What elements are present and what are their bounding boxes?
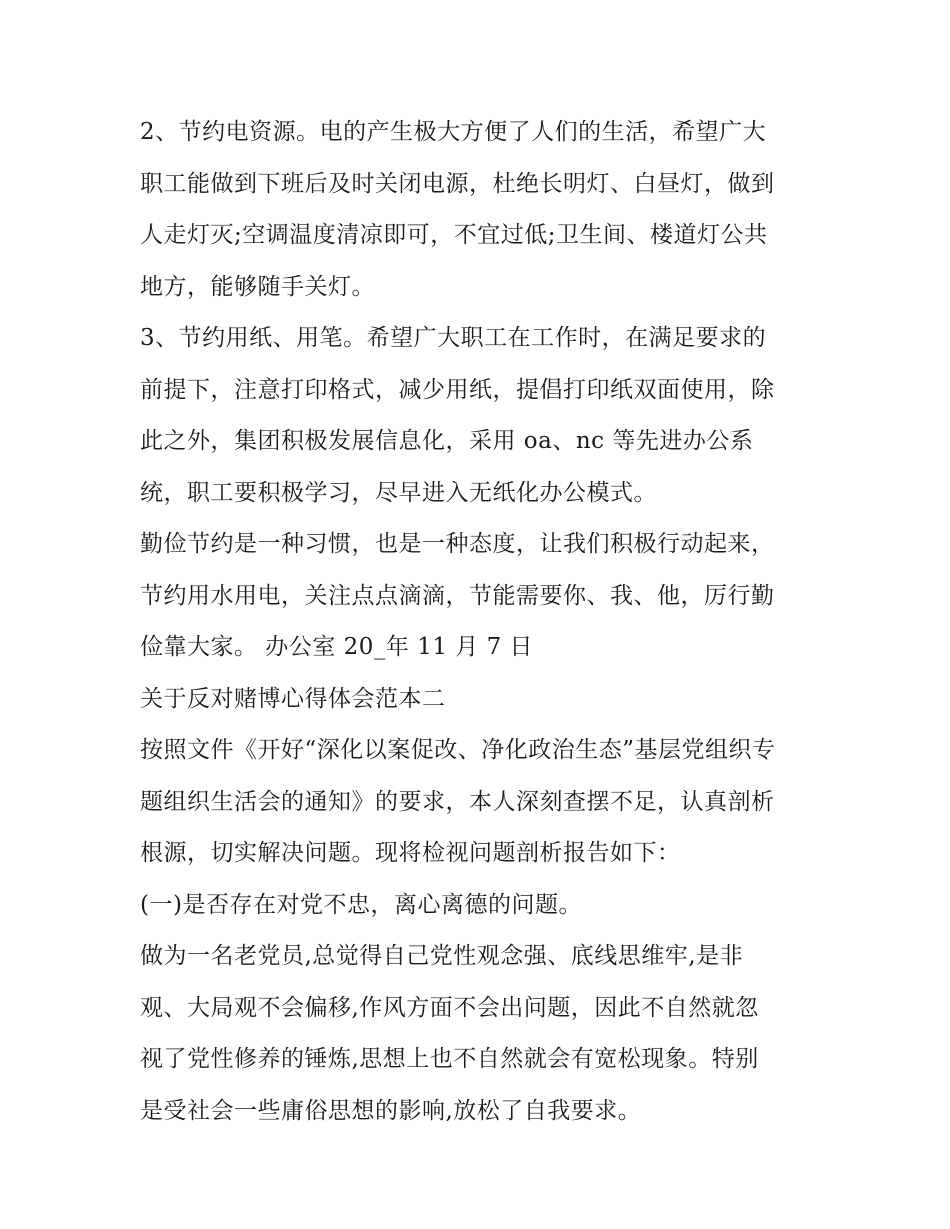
text-line: 3、节约用纸、用笔。希望广大职工在工作时，在满足要求的 [140,325,767,351]
text-line: 勤俭节约是一种习惯，也是一种态度，让我们积极行动起来， [140,531,775,557]
subsection-heading: (一)是否存在对党不忠，离心离德的问题。 [140,891,582,918]
text-line: 职工能做到下班后及时关闭电源，杜绝长明灯、白昼灯，做到 [140,170,775,197]
text-line: 人走灯灭;空调温度清凉即可，不宜过低;卫生间、楼道灯公共 [140,222,768,248]
text-line: 统，职工要积极学习，尽早进入无纸化办公模式。 [140,479,657,506]
text-line: 俭靠大家。 办公室 20_年 11 月 7 日 [140,634,534,660]
text-line: 是受社会一些庸俗思想的影响,放松了自我要求。 [140,1097,642,1124]
text-line: 节约用水用电，关注点点滴滴，节能需要你、我、他，厉行勤 [140,582,775,609]
section-heading: 关于反对赌博心得体会范本二 [140,685,446,712]
text-line: 地方，能够随手关灯。 [140,273,375,300]
text-line: 视了党性修养的锤炼,思想上也不自然就会有宽松现象。特别 [140,1046,759,1072]
text-line: 根源，切实解决问题。现将检视问题剖析报告如下： [140,840,681,866]
text-line: 按照文件《开好“深化以案促改、净化政治生态”基层党组织专 [140,737,776,763]
document-body [140,107,830,1137]
text-line: 2、节约电资源。电的产生极大方便了人们的生活，希望广大 [140,119,767,145]
text-line: 观、大局观不会偏移,作风方面不会出问题，因此不自然就忽 [140,994,759,1021]
text-line: 题组织生活会的通知》的要求，本人深刻查摆不足，认真剖析 [140,788,775,815]
text-line: 做为一名老党员,总觉得自己党性观念强、底线思维牢,是非 [140,943,744,969]
text-line: 前提下，注意打印格式，减少用纸，提倡打印纸双面使用，除 [140,376,775,403]
text-line: 此之外，集团积极发展信息化，采用 oa、nc 等先进办公系 [140,428,754,454]
